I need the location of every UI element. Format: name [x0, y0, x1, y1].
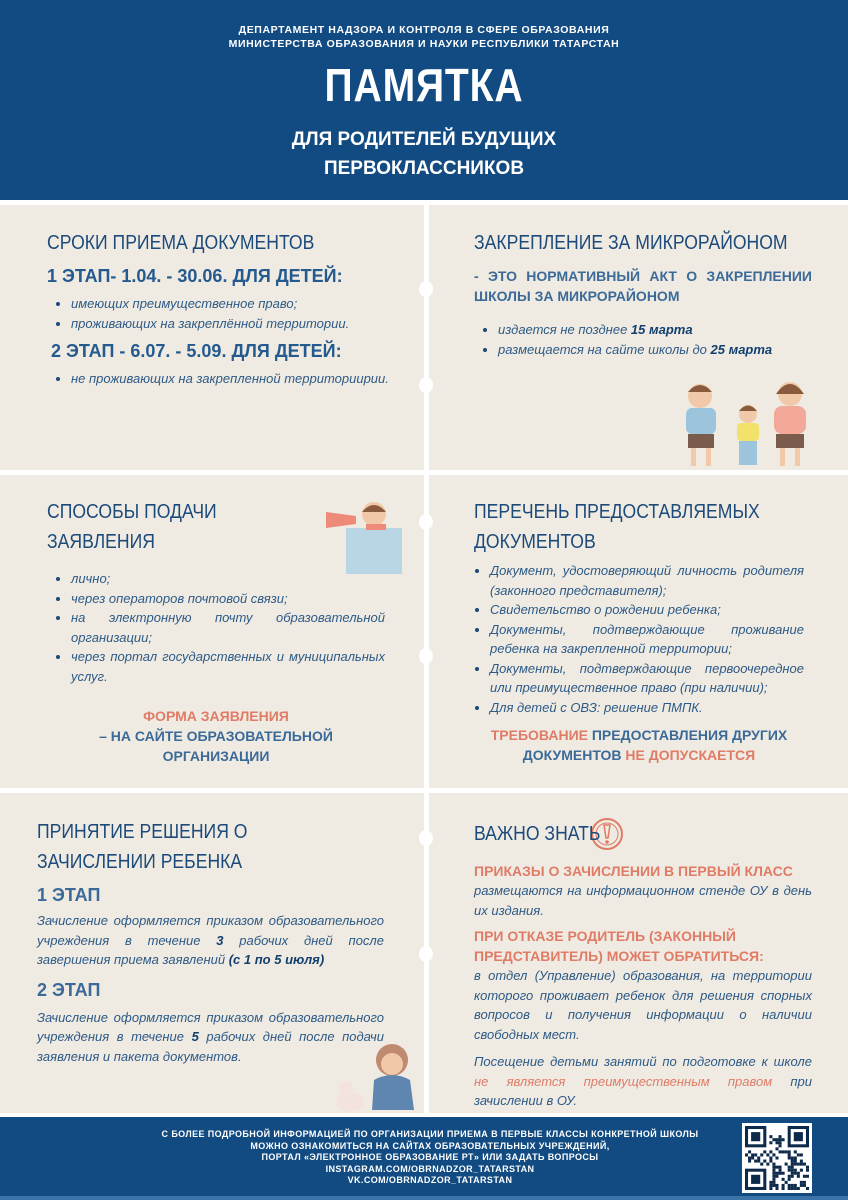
footer-line: ПОРТАЛ «ЭЛЕКТРОННОЕ ОБРАЗОВАНИЕ РТ» ИЛИ ЗАДАТЬ ВОПРОСЫ [261, 1152, 599, 1162]
item-date: 25 марта [710, 341, 773, 357]
subtitle-line-2: ПЕРВОКЛАССНИКОВ [323, 158, 525, 179]
family-illustration [668, 378, 828, 470]
dept-line-1: ДЕПАРТАМЕНТ НАДЗОРА И КОНТРОЛЯ В СФЕРЕ ОБРАЗОВАНИЯ [238, 24, 610, 36]
decision-title-line-2: ЗАЧИСЛЕНИИ РЕБЕНКА [37, 851, 243, 873]
days-count: 3 [216, 932, 224, 948]
list-item: на электронную почту образовательной организации; [47, 608, 385, 647]
refusal-text: в отдел (Управление) образования, на территории которого проживает ребенок для решения спорных вопросов и получения информации о наличии свободных мест. [474, 968, 812, 1042]
methods-title-line-2: ЗАЯВЛЕНИЯ [47, 531, 155, 553]
district-description: - ЭТО НОРМАТИВНЫЙ АКТ О ЗАКРЕПЛЕНИИ ШКОЛЫ ЗА МИКРОРАЙОНОМ [474, 268, 812, 304]
decision-stage-1: 1 ЭТАП [37, 885, 101, 905]
page-subtitle [0, 125, 848, 183]
header [0, 0, 848, 200]
note-part: ПРЕДОСТАВЛЕНИЯ ДРУГИХ ДОКУМЕНТОВ [522, 727, 788, 763]
footer-line: МОЖНО ОЗНАКОМИТЬСЯ НА САЙТАХ ОБРАЗОВАТЕЛЬНЫХ УЧРЕЖДЕНИЙ, [250, 1140, 610, 1151]
divider-dot [419, 514, 433, 530]
methods-list [47, 569, 385, 686]
highlight: не является преимущественным правом [474, 1073, 773, 1089]
list-item: Свидетельство о рождении ребенка; [466, 600, 804, 620]
stage-1-heading: 1 ЭТАП- 1.04. - 30.06. ДЛЯ ДЕТЕЙ: [47, 266, 343, 286]
item-text: издается не позднее [498, 322, 631, 337]
divider-dot [419, 281, 433, 297]
footer [0, 1117, 848, 1200]
documents-note [474, 725, 804, 765]
text: рабочих дней после подачи заявления и пакета документов. [37, 1029, 384, 1064]
list-item: Документ, удостоверяющий личность родителя (законного представителя); [466, 561, 804, 600]
instagram-link[interactable]: INSTAGRAM.COM/OBRNADZOR_TATARSTAN [325, 1163, 535, 1174]
dept-line-2: МИНИСТЕРСТВА ОБРАЗОВАНИЯ И НАУКИ РЕСПУБЛИКИ ТАТАРСТАН [228, 38, 620, 50]
qr-code-pattern [745, 1126, 809, 1190]
district-section [474, 228, 812, 359]
important-section [474, 817, 812, 1111]
documents-section [474, 497, 804, 765]
deadlines-section [47, 228, 397, 389]
list-item: не проживающих на закрепленной территориирии. [47, 369, 397, 389]
district-title: ЗАКРЕПЛЕНИЕ ЗА МИКРОРАЙОНОМ [474, 232, 788, 254]
list-item: проживающих на закреплённой территории. [47, 314, 397, 334]
note-part: НЕ ДОПУСКАЕТСЯ [625, 747, 756, 763]
district-list [474, 320, 774, 359]
list-item: Для детей с ОВЗ: решение ПМПК. [466, 698, 804, 718]
decision-stage-2: 2 ЭТАП [37, 979, 101, 1000]
footer-text [100, 1129, 760, 1187]
list-item: лично; [47, 569, 385, 589]
divider-dot [419, 648, 433, 664]
text: рабочих дней после завершения приема заявлений [37, 932, 384, 967]
decision-stage-1-text [37, 911, 384, 970]
decision-title-line-1: ПРИНЯТИЕ РЕШЕНИЯ О [37, 821, 248, 843]
department-name [0, 23, 848, 51]
footer-line: С БОЛЕЕ ПОДРОБНОЙ ИНФОРМАЦИЕЙ ПО ОРГАНИЗАЦИИ ПРИЕМА В ПЕРВЫЕ КЛАССЫ КОНКРЕТНОЙ ШКОЛЫ [161, 1129, 699, 1139]
stage-2-heading: 2 ЭТАП - 6.07. - 5.09. ДЛЯ ДЕТЕЙ: [51, 341, 342, 361]
form-text: – НА САЙТЕ ОБРАЗОВАТЕЛЬНОЙ ОРГАНИЗАЦИИ [99, 728, 333, 764]
list-item: имеющих преимущественное право; [47, 294, 397, 314]
methods-title-line-1: СПОСОБЫ ПОДАЧИ [47, 501, 217, 523]
note-part: ТРЕБОВАНИЕ [490, 727, 588, 743]
text: Зачисление оформляется приказом образовательного учреждения в течение [37, 913, 384, 948]
stage-2-list [47, 369, 397, 389]
list-item: Документы, подтверждающие проживание ребенка на закрепленной территории; [466, 620, 804, 659]
text: Зачисление оформляется приказом образовательного учреждения в течение [37, 1009, 384, 1044]
list-item: Документы, подтверждающие первоочередное или преимущественное право (при наличии); [466, 659, 804, 698]
divider-dot [419, 830, 433, 846]
deadlines-title: СРОКИ ПРИЕМА ДОКУМЕНТОВ [47, 232, 315, 254]
decision-section [37, 817, 384, 1066]
text: при зачислении в ОУ. [474, 1073, 812, 1108]
list-item [474, 320, 774, 340]
documents-list [466, 561, 804, 717]
preparation-note [474, 1052, 812, 1111]
date-range: (с 1 по 5 июля) [228, 952, 325, 967]
text: Посещение детьми занятий по подготовке к школе [474, 1054, 812, 1069]
child-telescope-illustration [326, 500, 412, 576]
subtitle-line-1: ДЛЯ РОДИТЕЛЕЙ БУДУЩИХ [291, 129, 557, 150]
orders-text: размещаются на информационном стенде ОУ в день их издания. [474, 883, 812, 918]
item-date: 15 марта [630, 322, 693, 337]
important-title: ВАЖНО ЗНАТЬ [474, 823, 601, 845]
vk-link[interactable]: VK.COM/OBRNADZOR_TATARSTAN [347, 1175, 513, 1185]
list-item: через операторов почтовой связи; [47, 589, 385, 609]
divider-dot [419, 377, 433, 393]
application-form-note [47, 706, 385, 766]
orders-heading: ПРИКАЗЫ О ЗАЧИСЛЕНИИ В ПЕРВЫЙ КЛАСС [474, 863, 793, 879]
refusal-heading: ПРИ ОТКАЗЕ РОДИТЕЛЬ (ЗАКОННЫЙ ПРЕДСТАВИТЕЛЬ) МОЖЕТ ОБРАТИТЬСЯ: [474, 928, 764, 964]
divider-dot [419, 946, 433, 962]
documents-title-line-2: ДОКУМЕНТОВ [474, 531, 596, 553]
qr-code[interactable] [742, 1123, 812, 1193]
form-label: ФОРМА ЗАЯВЛЕНИЯ [143, 708, 289, 724]
page-title: ПАМЯТКА [324, 59, 524, 111]
documents-title-line-1: ПЕРЕЧЕНЬ ПРЕДОСТАВЛЯЕМЫХ [474, 501, 760, 523]
list-item: через портал государственных и муниципальных услуг. [47, 647, 385, 686]
days-count: 5 [191, 1029, 199, 1044]
child-toys-illustration [332, 1040, 422, 1114]
item-text: размещается на сайте школы до [498, 341, 711, 357]
stage-1-list [47, 294, 397, 333]
list-item [474, 340, 774, 360]
important-header [474, 817, 812, 851]
